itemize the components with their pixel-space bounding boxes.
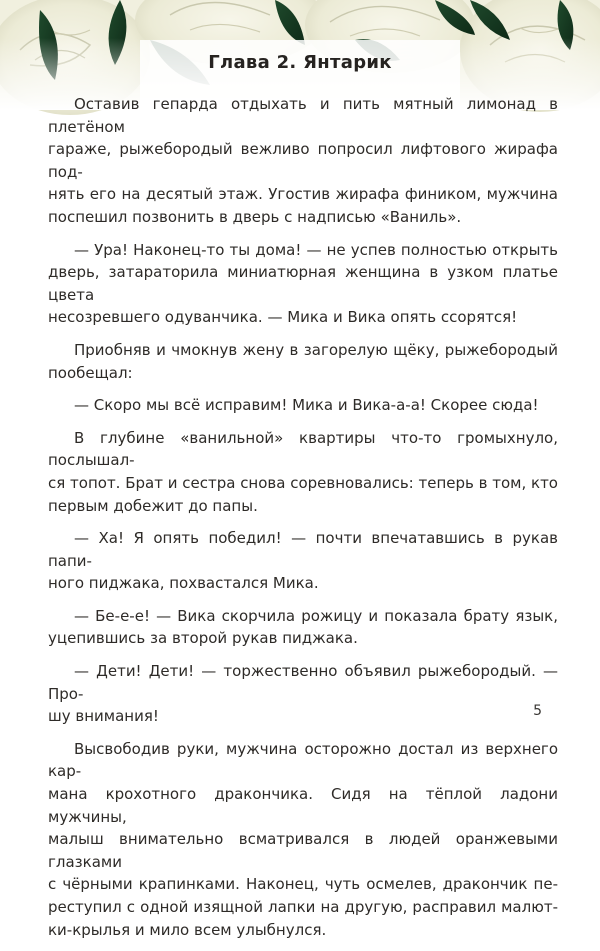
text-line: пообещал:: [48, 363, 133, 382]
text-line: шу внимания!: [48, 707, 159, 726]
paragraph: [48, 738, 558, 941]
paragraph: [48, 239, 558, 329]
paragraph: [48, 605, 558, 650]
text-line: ного пиджака, похвастался Мика.: [48, 574, 319, 593]
text-line: ся топот. Брат и сестра снова соревновались: теперь в том, кто: [48, 473, 558, 492]
text-line: ки-крылья и мило всем улыбнулся.: [48, 920, 327, 939]
text-line: — Дети! Дети! — торжественно объявил рыжебородый. — Про-: [48, 662, 558, 703]
text-line: — Ура! Наконец-то ты дома! — не успев полностью открыть: [74, 240, 558, 259]
text-line: Высвободив руки, мужчина осторожно достал из верхнего кар-: [48, 739, 558, 781]
text-line: несозревшего одуванчика. — Мика и Вика опять ссорятся!: [48, 308, 518, 327]
text-line: дверь, затараторила миниатюрная женщина в узком платье цвета: [48, 263, 558, 304]
text-line: реступил с одной изящной лапки на другую, расправил малют-: [48, 898, 558, 916]
text-line: с чёрными крапинками. Наконец, чуть осмелев, дракончик пе-: [48, 875, 558, 894]
text-line: — Бе-е-е! — Вика скорчила рожицу и показала брату язык,: [74, 606, 558, 625]
text-line: малыш внимательно всматривался в людей оранжевыми глазками: [48, 830, 558, 871]
paragraph: [48, 339, 558, 384]
paragraph: [48, 93, 558, 229]
text-line: Приобняв и чмокнув жену в загорелую щёку, рыжебородый: [74, 340, 558, 359]
text-line: уцепившись за второй рукав пиджака.: [48, 629, 358, 648]
text-line: В глубине «ванильной» квартиры что-то громыхнуло, послышал-: [48, 428, 558, 470]
text-line: нять его на десятый этаж. Угостив жирафа фиником, мужчина: [48, 185, 558, 204]
chapter-title: Глава 2. Янтарик: [208, 52, 392, 73]
text-line: — Ха! Я опять победил! — почти впечатавшись в рукав папи-: [48, 529, 558, 570]
chapter-text: [48, 93, 558, 951]
text-line: Оставив гепарда отдыхать и пить мятный лимонад в плетёном: [48, 95, 558, 136]
paragraph: [48, 427, 558, 517]
text-line: — Скоро мы всё исправим! Мика и Вика-а-а! Скорее сюда!: [74, 396, 539, 415]
page-number: 5: [533, 703, 542, 719]
text-line: гараже, рыжебородый вежливо попросил лифтового жирафа под-: [48, 140, 558, 181]
paragraph: [48, 527, 558, 595]
paragraph: [48, 394, 558, 417]
paragraph: [48, 660, 558, 728]
text-line: первым добежит до папы.: [48, 496, 258, 515]
text-line: мана крохотного дракончика. Сидя на тёплой ладони мужчины,: [48, 785, 558, 826]
text-line: поспешил позвонить в дверь с надписью «Ваниль».: [48, 207, 462, 226]
